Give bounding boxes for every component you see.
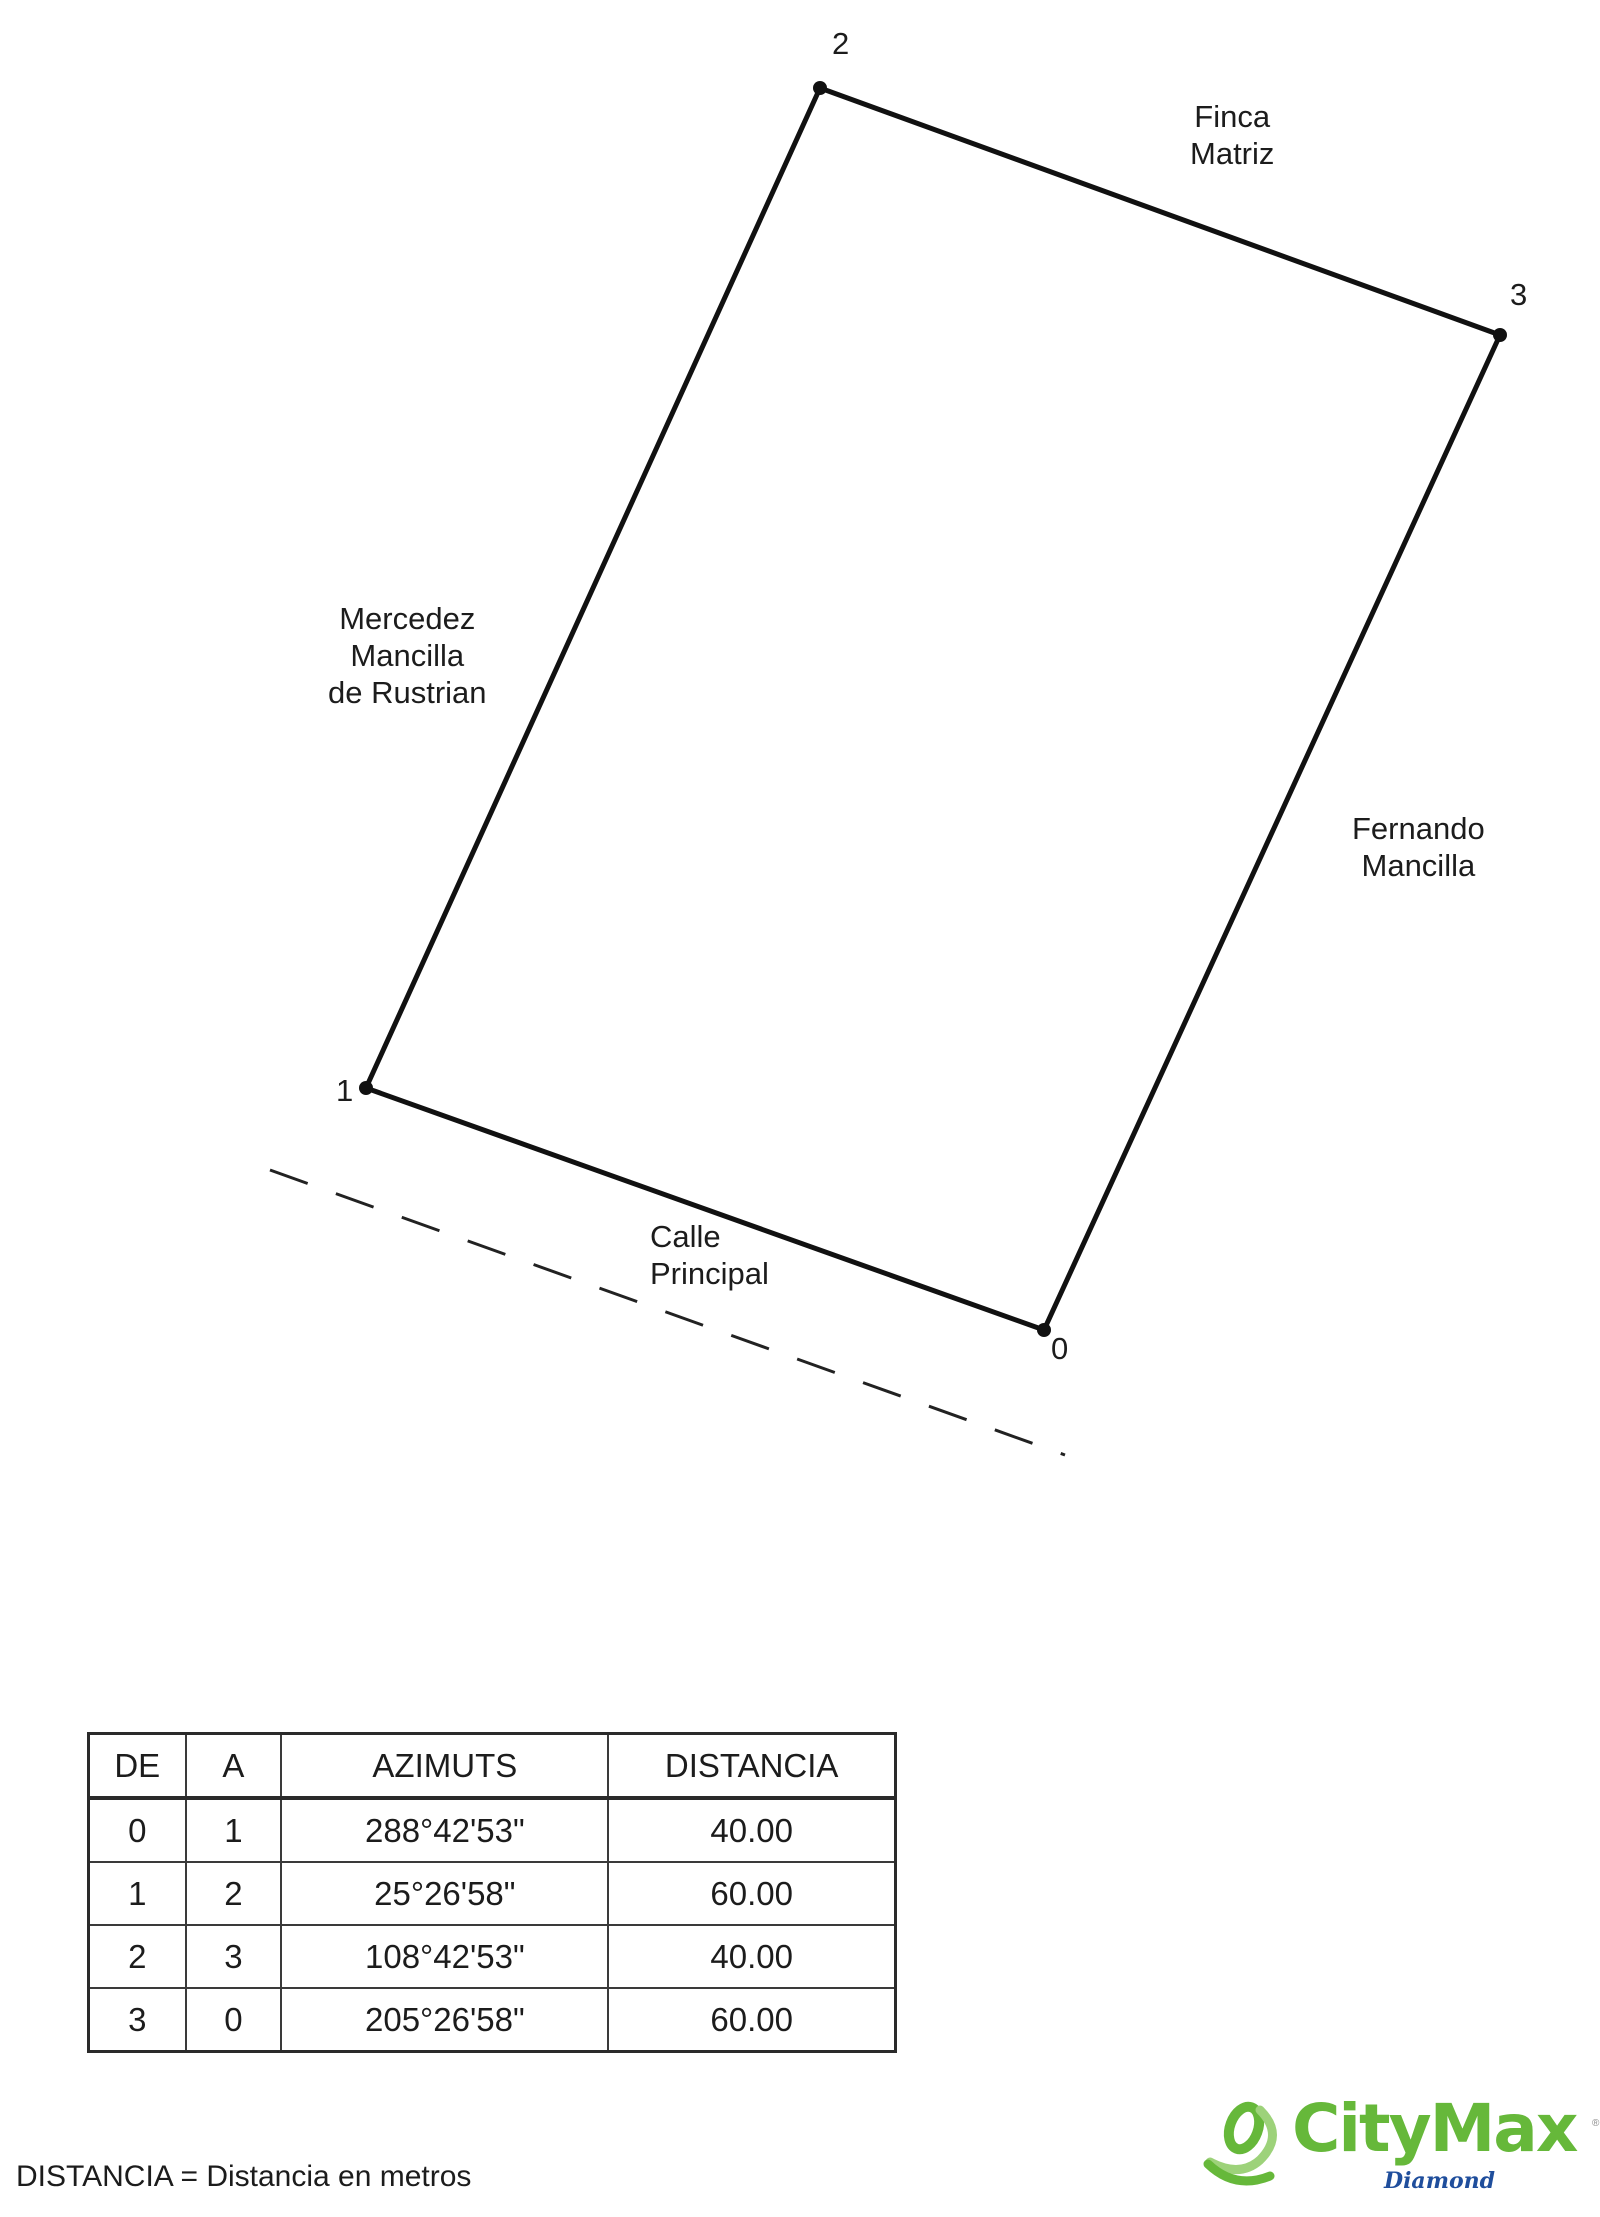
lot-boundary-polygon [366, 88, 1500, 1330]
table-header-row [89, 1734, 896, 1799]
logo-subtitle-text: Diamond [1384, 2168, 1496, 2194]
cell-a: 1 [186, 1798, 282, 1862]
cell-a: 2 [186, 1862, 282, 1925]
vertex-label-2: 2 [832, 26, 850, 61]
street-label-line: Calle [650, 1219, 721, 1254]
vertex-3-marker [1493, 328, 1507, 342]
cell-azimut: 25°26'58" [281, 1862, 608, 1925]
table-row [89, 1925, 896, 1988]
neighbor-label-line: de Rustrian [328, 675, 487, 710]
cell-azimut: 108°42'53" [281, 1925, 608, 1988]
cell-azimut: 288°42'53" [281, 1798, 608, 1862]
logo-registered-mark: ® [1592, 2118, 1600, 2129]
header-a: A [186, 1734, 282, 1799]
cell-distancia: 60.00 [608, 1862, 895, 1925]
cell-a: 0 [186, 1988, 282, 2052]
cell-distancia: 40.00 [608, 1925, 895, 1988]
neighbor-label-fernando-mancilla [1352, 810, 1485, 884]
neighbor-label-line: Fernando [1352, 811, 1485, 846]
header-de: DE [89, 1734, 186, 1799]
cell-de: 3 [89, 1988, 186, 2052]
street-label-calle-principal [650, 1218, 769, 1292]
neighbor-label-line: Matriz [1190, 136, 1275, 171]
azimuth-distance-table [87, 1732, 897, 2053]
neighbor-label-finca-matriz [1190, 98, 1274, 172]
vertex-label-0: 0 [1051, 1331, 1069, 1366]
cell-de: 0 [89, 1798, 186, 1862]
table-row [89, 1862, 896, 1925]
citymax-diamond-logo [1200, 2090, 1600, 2210]
citymax-swirl-icon [1200, 2090, 1290, 2200]
vertex-label-3: 3 [1510, 277, 1528, 312]
neighbor-label-line: Mancilla [350, 638, 465, 673]
table-row [89, 1798, 896, 1862]
vertex-1-marker [359, 1081, 373, 1095]
street-dashed-line [270, 1170, 1065, 1455]
neighbor-label-line: Mancilla [1361, 848, 1476, 883]
neighbor-label-line: Finca [1194, 99, 1271, 134]
vertex-label-1: 1 [336, 1073, 354, 1108]
neighbor-label-mercedez-mancilla [328, 600, 487, 711]
cell-distancia: 40.00 [608, 1798, 895, 1862]
neighbor-label-line: Mercedez [339, 601, 476, 636]
header-distancia: DISTANCIA [608, 1734, 895, 1799]
distance-unit-footnote: DISTANCIA = Distancia en metros [16, 2160, 472, 2193]
header-azimuts: AZIMUTS [281, 1734, 608, 1799]
table-row [89, 1988, 896, 2052]
cell-distancia: 60.00 [608, 1988, 895, 2052]
vertex-0-marker [1037, 1323, 1051, 1337]
vertex-2-marker [813, 81, 827, 95]
cell-azimut: 205°26'58" [281, 1988, 608, 2052]
logo-brand-text: CityMax [1292, 2090, 1577, 2167]
cell-de: 1 [89, 1862, 186, 1925]
cell-a: 3 [186, 1925, 282, 1988]
street-label-line: Principal [650, 1256, 769, 1291]
cell-de: 2 [89, 1925, 186, 1988]
